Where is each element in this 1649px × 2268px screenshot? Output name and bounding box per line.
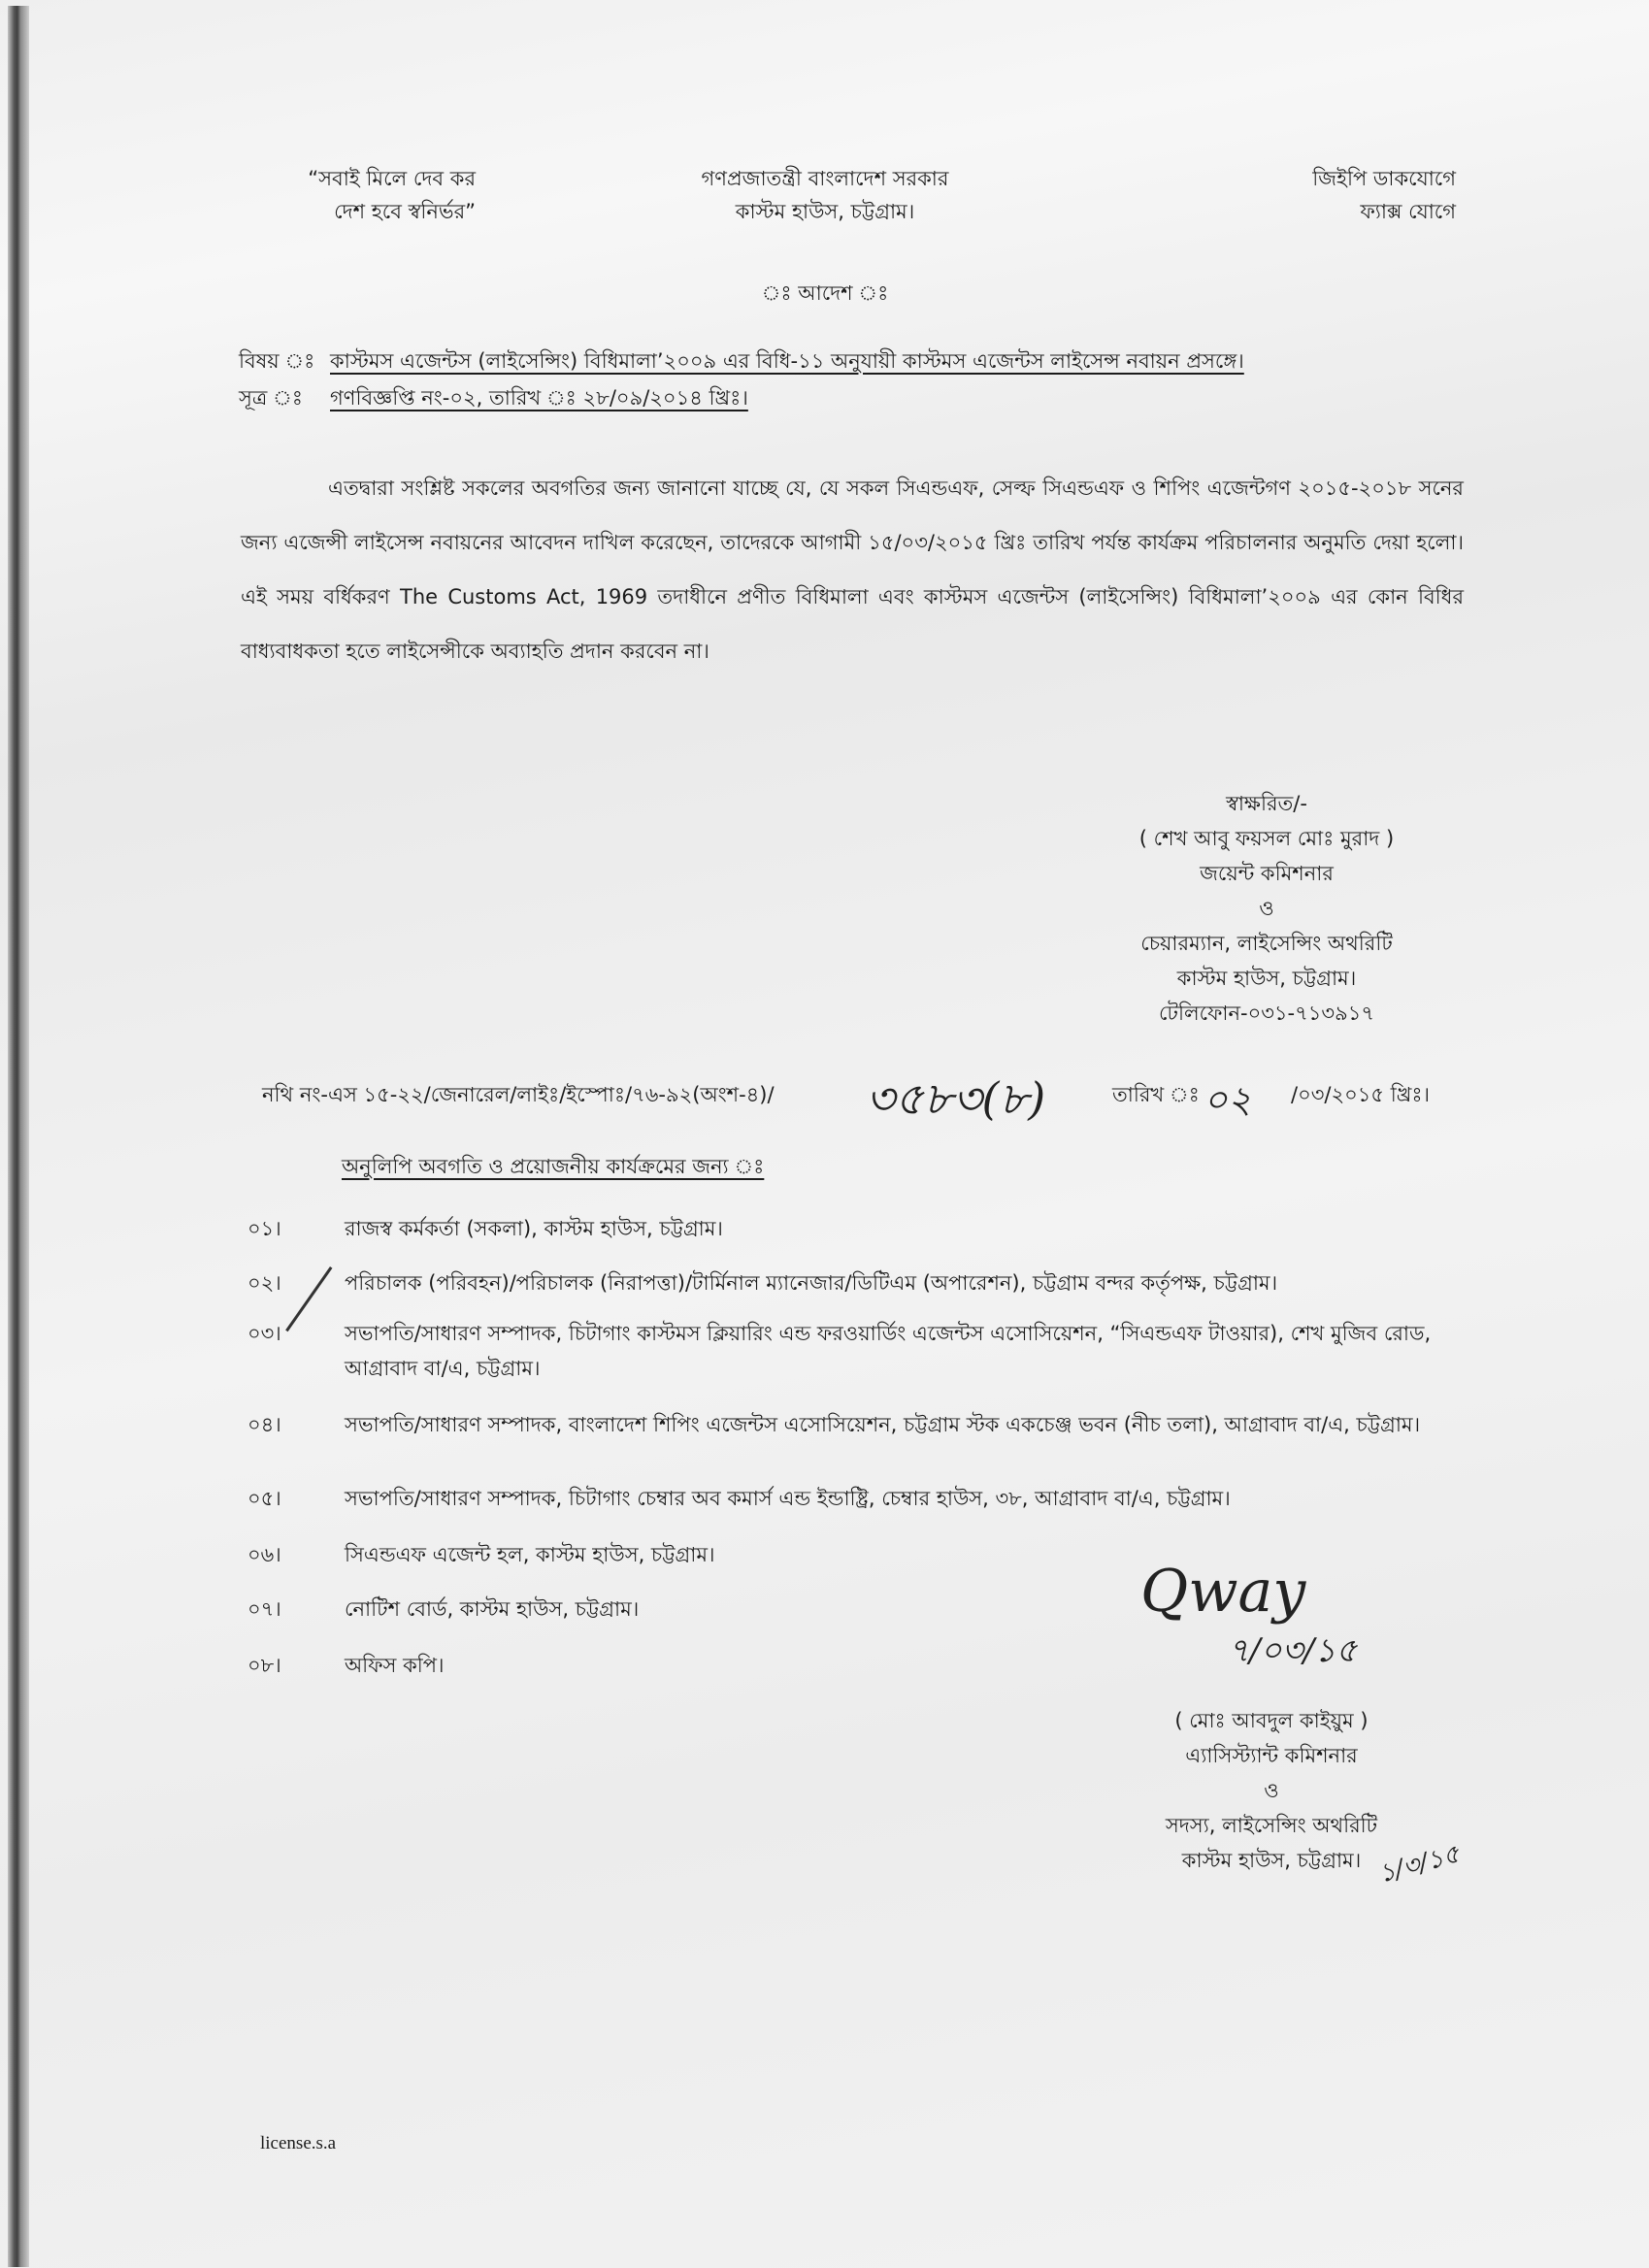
- copy-item-text: সভাপতি/সাধারণ সম্পাদক, চিটাগাং চেম্বার অব কমার্স এন্ড ইন্ডাষ্ট্রি, চেম্বার হাউস, ৩৮, আগ্রাবাদ বা/এ, চট্টগ্রাম।: [345, 1487, 1231, 1510]
- signatory-1-office: কাস্টম হাউস, চট্টগ্রাম।: [1176, 967, 1357, 990]
- signatory-1-role: চেয়ারম্যান, লাইসেন্সিং অথরিটি: [1140, 932, 1393, 955]
- footer-file-label: license.s.a: [260, 2133, 337, 2153]
- subject-label: বিষয় ঃ: [239, 349, 315, 373]
- signatory-1-block: [1058, 786, 1475, 1031]
- signatory-2-designation: এ্যাসিস্ট্যান্ট কমিশনার: [1185, 1744, 1358, 1767]
- motto-line-1: “সবাই মিলে দেব কর: [308, 167, 476, 190]
- motto-line-2: দেশ হবে স্বনির্ভর”: [334, 200, 476, 223]
- reference-label: সূত্র ঃ: [239, 386, 303, 410]
- scan-margin-edge: [8, 6, 29, 2267]
- signatory-1-phone: টেলিফোন-০৩১-৭১৩৯১৭: [1159, 1002, 1374, 1025]
- copy-item-text: সভাপতি/সাধারণ সম্পাদক, চিটাগাং কাস্টমস ক্লিয়ারিং এন্ড ফরওয়ার্ডিং এজেন্টস এসোসিয়েশন, “সিএন্ডএফ টাওয়ার), শেখ মুজিব রোড, আগ্রাবাদ বা/এ, চট্টগ্রাম।: [345, 1322, 1432, 1380]
- copy-item-text: সভাপতি/সাধারণ সম্পাদক, বাংলাদেশ শিপিং এজেন্টস এসোসিয়েশন, চট্টগ্রাম স্টক একচেঞ্জ ভবন (নীচ তলা), আগ্রাবাদ বা/এ, চট্টগ্রাম।: [345, 1413, 1421, 1436]
- copy-item-number: ০৬।: [247, 1543, 281, 1566]
- order-title: ঃ আদেশ ঃ: [761, 281, 889, 305]
- subject-text: কাস্টমস এজেন্টস (লাইসেন্সিং) বিধিমালা’২০০৯ এর বিধি-১১ অনুযায়ী কাস্টমস এজেন্টস লাইসেন্স নবায়ন প্রসঙ্গে।: [330, 349, 1244, 373]
- handwritten-date-day: ০২: [1204, 1078, 1252, 1121]
- copy-item-text: রাজস্ব কর্মকর্তা (সকলা), কাস্টম হাউস, চট্টগ্রাম।: [345, 1217, 723, 1240]
- copy-item-number: ০৩।: [247, 1322, 281, 1345]
- delivery-method-post: জিইপি ডাকযোগে: [1312, 167, 1456, 190]
- signatory-2-office: কাস্টম হাউস, চট্টগ্রাম।: [1181, 1849, 1362, 1872]
- date-label: তারিখ ঃ: [1112, 1083, 1200, 1106]
- copy-item-number: ০২।: [247, 1271, 281, 1295]
- copy-item-text: পরিচালক (পরিবহন)/পরিচালক (নিরাপত্তা)/টার্মিনাল ম্যানেজার/ডিটিএম (অপারেশন), চট্টগ্রাম বন্দর কর্তৃপক্ষ, চট্টগ্রাম।: [345, 1271, 1278, 1295]
- signatory-1-and: ও: [1259, 897, 1274, 920]
- handwritten-memo-number: ৩৫৮৩(৮): [866, 1072, 1046, 1125]
- signatory-2-role: সদস্য, লাইসেন্সিং অথরিটি: [1165, 1814, 1378, 1837]
- file-number-prefix: নথি নং-এস ১৫-২২/জেনারেল/লাইঃ/ইস্পোঃ/৭৬-৯২(অংশ-৪)/: [262, 1083, 775, 1106]
- handwritten-initial: ১/৩/১৫: [1375, 1839, 1464, 1890]
- signatory-1-designation: জয়েন্ট কমিশনার: [1200, 862, 1334, 885]
- handwritten-signature-date: ৭/০৩/১৫: [1228, 1631, 1358, 1670]
- government-title: গণপ্রজাতন্ত্রী বাংলাদেশ সরকার: [701, 167, 949, 190]
- copy-item-number: ০৭।: [247, 1597, 281, 1621]
- office-title: কাস্টম হাউস, চট্টগ্রাম।: [735, 200, 915, 223]
- copy-item-number: ০৪।: [247, 1413, 281, 1436]
- reference-text: গণবিজ্ঞপ্তি নং-০২, তারিখ ঃ ২৮/০৯/২০১৪ খ্রিঃ।: [330, 386, 748, 410]
- copy-item-number: ০৮।: [247, 1654, 281, 1677]
- copy-item-text: অফিস কপি।: [345, 1654, 445, 1677]
- signed-mark: স্বাক্ষরিত/-: [1226, 792, 1307, 815]
- signatory-1-name: ( শেখ আবু ফয়সল মোঃ মুরাদ ): [1138, 827, 1395, 850]
- copy-item-text: নোটিশ বোর্ড, কাস্টম হাউস, চট্টগ্রাম।: [345, 1597, 640, 1621]
- date-suffix: /০৩/২০১৫ খ্রিঃ।: [1291, 1083, 1431, 1106]
- body-paragraph: এতদ্বারা সংশ্লিষ্ট সকলের অবগতির জন্য জানানো যাচ্ছে যে, যে সকল সিএন্ডএফ, সেল্ফ সিএন্ডএফ ও শিপিং এজেন্টগণ ২০১৫-২০১৮ সনের জন্য এজেন্সী লাইসেন্স নবায়নের আবেদন দাখিল করেছেন, তাদেরকে আগামী ১৫/০৩/২০১৫ খ্রিঃ তারিখ পর্যন্ত কার্যক্রম পরিচালনার অনুমতি দেয়া হলো। এই সময় বর্ধিকরণ The Customs Act, 1969 তদাধীনে প্রণীত বিধিমালা এবং কাস্টমস এজেন্টস (লাইসেন্সিং) বিধিমালা’২০০৯ এর কোন বিধির বাধ্যবাধকতা হতে লাইসেন্সীকে অব্যাহতি প্রদান করবেন না।: [241, 477, 1464, 663]
- copy-item-number: ০১।: [247, 1217, 281, 1240]
- copy-heading: অনুলিপি অবগতি ও প্রয়োজনীয় কার্যক্রমের জন্য ঃ: [342, 1155, 765, 1178]
- handwritten-signature: Qway: [1140, 1558, 1306, 1626]
- copy-item-number: ০৫।: [247, 1487, 281, 1510]
- signatory-2-name: ( মোঃ আবদুল কাইয়ুম ): [1174, 1709, 1369, 1732]
- signatory-2-and: ও: [1264, 1779, 1279, 1802]
- signatory-2-block: [1116, 1703, 1427, 1878]
- delivery-method-fax: ফ্যাক্স যোগে: [1360, 200, 1456, 223]
- copy-item-text: সিএন্ডএফ এজেন্ট হল, কাস্টম হাউস, চট্টগ্রাম।: [345, 1543, 715, 1566]
